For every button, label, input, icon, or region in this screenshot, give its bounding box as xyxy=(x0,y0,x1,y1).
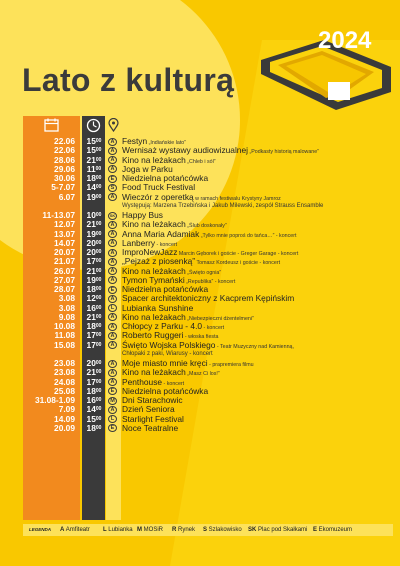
event-description: Święto Wojska Polskiego - Teatr Muzyczny nad Kamienną, xyxy=(122,339,294,350)
event-description: Penthouse - koncert xyxy=(122,376,185,387)
event-time: $12^{00}$ xyxy=(86,293,102,304)
event-time: $16^{00}$ xyxy=(86,302,102,313)
event-time: $15^{00}$ xyxy=(86,145,102,156)
event-place-code: S xyxy=(108,184,117,192)
event-date: 23.08 xyxy=(54,358,75,368)
event-description: Niedzielna potańcówka xyxy=(122,284,209,294)
event-place-code: A xyxy=(108,276,117,284)
event-description: Kino na leżakach „Ślub doskonały” xyxy=(122,219,227,230)
event-date: 31.08-1.09 xyxy=(34,395,75,405)
event-description: Noce Teatralne xyxy=(122,422,179,433)
event-place-code: L xyxy=(108,415,117,423)
event-row xyxy=(23,341,393,350)
event-description: Food Truck Festival xyxy=(122,182,196,193)
event-date: 20.07 xyxy=(54,247,75,257)
event-time: $18^{00}$ xyxy=(86,422,102,433)
location-pin-icon xyxy=(108,118,119,132)
event-date: 14.09 xyxy=(54,413,75,424)
event-place-code: A xyxy=(108,147,117,155)
event-row xyxy=(23,405,393,414)
event-time: $14^{00}$ xyxy=(86,404,102,415)
event-time: $16^{00}$ xyxy=(86,395,102,405)
event-time: $20^{00}$ xyxy=(86,358,102,368)
event-place-code: SK xyxy=(109,212,116,218)
event-row xyxy=(23,368,393,377)
event-date: 10.08 xyxy=(54,321,75,331)
event-date: 20.09 xyxy=(54,422,75,433)
event-description: Niedzielna potańcówka xyxy=(122,173,209,183)
event-time: $21^{00}$ xyxy=(86,311,102,322)
event-description: Wernisaż wystawy audiowizualnej „Podkasty historią malowane” xyxy=(122,145,319,156)
year-label: 2024 xyxy=(318,27,372,54)
event-row xyxy=(23,424,393,433)
event-description: Moje miasto mnie kręci - prapremiera filmu xyxy=(122,358,254,368)
event-date: 12.07 xyxy=(54,219,75,230)
event-row xyxy=(23,387,393,396)
event-date: 3.08 xyxy=(58,293,75,304)
event-row-detail xyxy=(23,350,393,359)
event-row xyxy=(23,230,393,239)
event-date: 14.07 xyxy=(54,237,75,248)
event-time: $18^{00}$ xyxy=(86,385,102,396)
event-date: 21.07 xyxy=(54,256,75,267)
event-row xyxy=(23,239,393,248)
event-place-code: A xyxy=(108,249,117,257)
event-date: 7.09 xyxy=(58,404,75,415)
event-description: Lubianka Sunshine xyxy=(122,302,194,313)
event-description: Roberto Ruggeri - włoska fiesta xyxy=(122,330,219,341)
event-row xyxy=(23,396,393,405)
legend-title: LEGENDA xyxy=(29,527,52,532)
event-row xyxy=(23,313,393,322)
event-row xyxy=(23,220,393,229)
event-place-code: A xyxy=(108,360,117,368)
event-description: Kino na leżakach „Niebezpieczni dżentelmeni” xyxy=(122,311,254,322)
event-place-code: A xyxy=(108,341,117,349)
event-row xyxy=(23,248,393,257)
event-place-code: A xyxy=(108,193,117,201)
event-date: 22.06 xyxy=(54,136,75,146)
event-date: 3.08 xyxy=(58,302,75,313)
event-row xyxy=(23,174,393,183)
event-description: Kino na leżakach „Chleb i sól” xyxy=(122,154,216,165)
event-time: $14^{00}$ xyxy=(86,182,102,193)
event-date: 28.06 xyxy=(54,154,75,165)
event-description: Wieczór z operetką w ramach festiwalu Krystyny Jamroz xyxy=(122,191,281,202)
event-place-code: A xyxy=(108,267,117,275)
event-time: $17^{00}$ xyxy=(86,339,102,350)
event-row xyxy=(23,267,393,276)
event-time: $19^{00}$ xyxy=(86,274,102,285)
event-time: $11^{00}$ xyxy=(86,163,102,174)
event-date: 23.08 xyxy=(54,367,75,378)
clock-icon xyxy=(86,118,101,133)
event-date: 25.08 xyxy=(54,385,75,396)
event-date: 27.07 xyxy=(54,274,75,285)
event-description: Kino na leżakach „Masz Ci los!” xyxy=(122,367,220,378)
event-place-code: A xyxy=(108,138,117,146)
event-date: 24.08 xyxy=(54,376,75,387)
event-place-code: E xyxy=(108,424,117,432)
event-place-code: A xyxy=(108,313,117,321)
event-row-detail xyxy=(23,202,393,211)
calendar-icon xyxy=(44,118,59,132)
page-title: Lato z kulturą xyxy=(22,62,235,98)
event-time: $19^{00}$ xyxy=(86,228,102,239)
event-place-code: A xyxy=(108,406,117,414)
event-place-code: M xyxy=(108,397,117,405)
event-description: Kino na leżakach „Święto ognia” xyxy=(122,265,222,276)
event-time: $17^{00}$ xyxy=(86,256,102,267)
legend-item: A Amfiteatr xyxy=(60,527,90,533)
event-place-code: A xyxy=(108,239,117,247)
event-row xyxy=(23,156,393,165)
event-place-code: A xyxy=(108,221,117,229)
event-place-code: A xyxy=(108,156,117,164)
event-place-code: E xyxy=(108,175,117,183)
event-description: Niedzielna potańcówka xyxy=(122,385,209,396)
event-description: Festyn „Indiańskie lato” xyxy=(122,136,187,146)
event-row xyxy=(23,183,393,192)
event-place-code: A xyxy=(108,369,117,377)
event-description: Chłopaki z paki, Wiarusy - koncert xyxy=(122,350,213,357)
legend-item: E Ekomuzeum xyxy=(313,527,353,533)
event-time: $15^{00}$ xyxy=(86,136,102,146)
legend-item: S Szlakowisko xyxy=(203,527,242,533)
event-date: 26.07 xyxy=(54,265,75,276)
event-time: $18^{00}$ xyxy=(86,321,102,331)
event-description: ImproNewJazz Marcin Gęborek i goście - Greger Garage - koncert xyxy=(122,247,299,257)
event-row xyxy=(23,322,393,331)
legend-item: R Rynek xyxy=(172,527,196,533)
event-time: $20^{00}$ xyxy=(86,247,102,257)
event-row xyxy=(23,294,393,303)
event-description: Dzień Seniora xyxy=(122,404,175,415)
event-time: $20^{00}$ xyxy=(86,237,102,248)
legend-item: L Lubianka xyxy=(103,527,133,533)
event-place-code: A xyxy=(108,165,117,173)
event-place-code: E xyxy=(108,387,117,395)
event-description: Anna Maria Adamiak „Tylko mnie poproś do tańca…” - koncert xyxy=(122,228,297,239)
event-time: $10^{00}$ xyxy=(86,210,102,220)
event-description: Joga w Parku xyxy=(122,163,173,174)
event-row xyxy=(23,193,393,202)
legend xyxy=(23,524,393,536)
legend-item: SK Plac pod Skałkami xyxy=(248,527,308,533)
event-description: Happy Bus xyxy=(122,210,163,220)
event-row xyxy=(23,211,393,220)
event-date: 30.06 xyxy=(54,173,75,183)
event-time: $21^{00}$ xyxy=(86,265,102,276)
event-place-code: A xyxy=(108,378,117,386)
event-place-code: E xyxy=(108,286,117,294)
event-description: Lanberry - koncert xyxy=(122,237,178,248)
event-date: 29.06 xyxy=(54,163,75,174)
event-place-code: A xyxy=(108,332,117,340)
event-date: 9.08 xyxy=(58,311,75,322)
event-row xyxy=(23,257,393,266)
event-time: $19^{00}$ xyxy=(86,191,102,202)
event-date: 15.08 xyxy=(54,339,75,350)
event-description: Spacer architektoniczny z Kacprem Kępińskim xyxy=(122,293,295,304)
event-date: 5-7.07 xyxy=(51,182,75,193)
event-row xyxy=(23,359,393,368)
event-time: $21^{00}$ xyxy=(86,219,102,230)
event-date: 13.07 xyxy=(54,228,75,239)
event-place-code: A xyxy=(108,323,117,331)
event-description: Tymon Tymański „Republika” - koncert xyxy=(122,274,236,285)
event-description: „Pejzaż z piosenką” Tomasz Kordeusz i goście - koncert xyxy=(122,256,281,267)
event-description: Chłopcy z Parku - 4.0 - koncert xyxy=(122,321,225,331)
event-date: 11.08 xyxy=(54,330,75,341)
event-list xyxy=(23,137,393,433)
event-place-code: A xyxy=(108,295,117,303)
event-date: 28.07 xyxy=(54,284,75,294)
event-date: 22.06 xyxy=(54,145,75,156)
event-time: $17^{00}$ xyxy=(86,330,102,341)
event-time: $18^{00}$ xyxy=(86,173,102,183)
event-row xyxy=(23,146,393,155)
event-place-code: L xyxy=(108,304,117,312)
event-time: $17^{00}$ xyxy=(86,376,102,387)
event-time: $15^{00}$ xyxy=(86,413,102,424)
event-time: $21^{00}$ xyxy=(86,367,102,378)
event-row xyxy=(23,415,393,424)
event-time: $18^{00}$ xyxy=(86,284,102,294)
event-place-code: A xyxy=(108,230,117,238)
event-time: $21^{00}$ xyxy=(86,154,102,165)
event-place-code: A xyxy=(108,258,117,266)
event-date: 6.07 xyxy=(58,191,75,202)
legend-item: M MOSiR xyxy=(137,527,164,533)
event-date: 11-13.07 xyxy=(42,210,75,220)
event-description: Dni Starachowic xyxy=(122,395,183,405)
event-description: Starlight Festival xyxy=(122,413,184,424)
event-description: Występują: Marzena Trzebińska i Jakub Milewski, zespół Strauss Ensamble xyxy=(122,202,324,209)
event-row xyxy=(23,304,393,313)
